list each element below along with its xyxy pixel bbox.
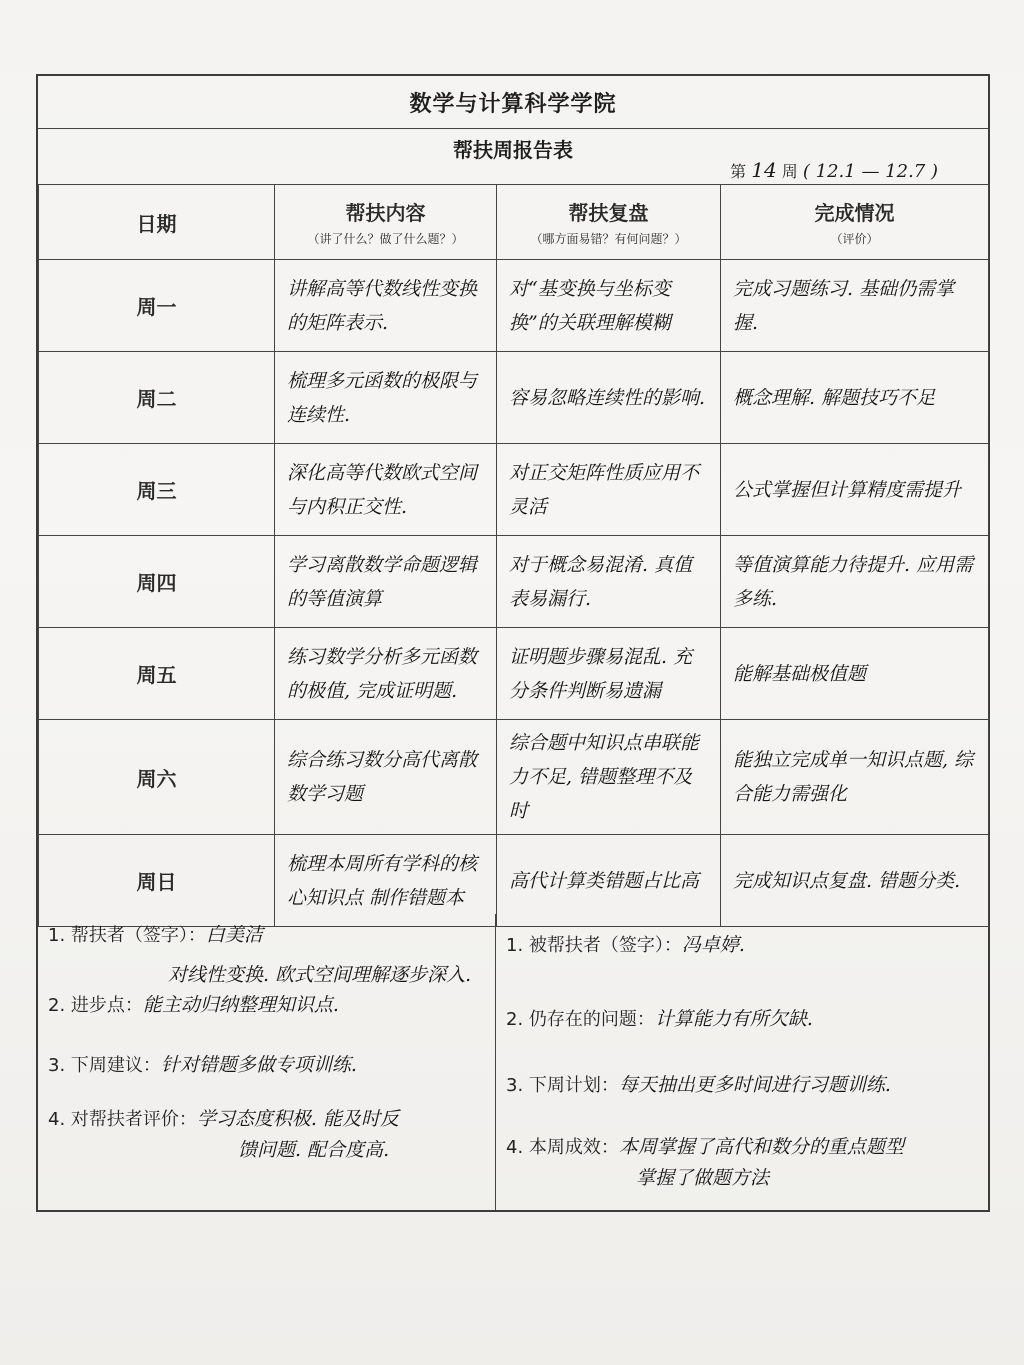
review-cell: 综合题中知识点串联能力不足, 错题整理不及时 [497, 720, 721, 835]
review-cell: 证明题步骤易混乱. 充分条件判断易遗漏 [497, 628, 721, 720]
day-label: 周一 [39, 260, 275, 352]
day-label: 周日 [39, 835, 275, 927]
content-cell: 练习数学分析多元函数的极值, 完成证明题. [275, 628, 497, 720]
college-title: 数学与计算科学学院 [38, 76, 988, 129]
content-cell: 讲解高等代数线性变换的矩阵表示. [275, 260, 497, 352]
table-row [39, 260, 989, 352]
review-cell: 高代计算类错题占比高 [497, 835, 721, 927]
content-cell: 学习离散数学命题逻辑的等值演算 [275, 536, 497, 628]
helper-signature: 白美洁 [205, 924, 263, 946]
week-info [730, 158, 938, 182]
form-title: 帮扶周报告表 [453, 138, 573, 162]
status-cell: 完成知识点复盘. 错题分类. [721, 835, 989, 927]
header-date: 日期 [39, 185, 275, 260]
day-label: 周六 [39, 720, 275, 835]
review-cell: 容易忽略连续性的影响. [497, 352, 721, 444]
remaining-issues: 2. 仍存在的问题：计算能力有所欠缺. [506, 1008, 813, 1030]
header-status: 完成情况 （评价） [721, 185, 989, 260]
status-cell: 完成习题练习. 基础仍需掌握. [721, 260, 989, 352]
report-form [36, 74, 990, 1212]
progress-points: 对线性变换. 欧式空间理解逐步深入. 2. 进步点：能主动归纳整理知识点. [48, 964, 472, 1016]
form-title-row [38, 128, 988, 185]
table-row [39, 628, 989, 720]
header-review: 帮扶复盘 （哪方面易错？有何问题？） [497, 185, 721, 260]
day-label: 周五 [39, 628, 275, 720]
status-cell: 等值演算能力待提升. 应用需多练. [721, 536, 989, 628]
weekly-results: 4. 本周成效：本周掌握了高代和数分的重点题型 掌握了做题方法 [506, 1136, 904, 1189]
table-row [39, 352, 989, 444]
review-cell: 对于概念易混淆. 真值表易漏行. [497, 536, 721, 628]
content-cell: 深化高等代数欧式空间与内积正交性. [275, 444, 497, 536]
next-week-suggestion: 3. 下周建议：针对错题多做专项训练. [48, 1054, 357, 1076]
review-cell: 对正交矩阵性质应用不灵活 [497, 444, 721, 536]
header-content: 帮扶内容 （讲了什么？做了什么题？） [275, 185, 497, 260]
weekly-table [38, 184, 989, 927]
helper-signature-line: 1. 帮扶者（签字）：白美洁 [48, 924, 263, 946]
status-cell: 能独立完成单一知识点题, 综合能力需强化 [721, 720, 989, 835]
table-row [39, 720, 989, 835]
status-cell: 概念理解. 解题技巧不足 [721, 352, 989, 444]
day-label: 周二 [39, 352, 275, 444]
day-label: 周三 [39, 444, 275, 536]
table-row [39, 536, 989, 628]
content-cell: 梳理多元函数的极限与连续性. [275, 352, 497, 444]
summary-section [38, 914, 988, 1210]
helpee-summary [496, 914, 988, 1210]
status-cell: 公式掌握但计算精度需提升 [721, 444, 989, 536]
evaluation-of-helpee: 4. 对帮扶者评价：学习态度积极. 能及时反 馈问题. 配合度高. [48, 1108, 399, 1161]
helpee-signature: 冯卓婷. [681, 934, 745, 956]
week-number: 14 [751, 158, 777, 182]
next-week-plan: 3. 下周计划：每天抽出更多时间进行习题训练. [506, 1074, 891, 1096]
content-cell: 梳理本周所有学科的核心知识点 制作错题本 [275, 835, 497, 927]
table-row [39, 835, 989, 927]
day-label: 周四 [39, 536, 275, 628]
table-row [39, 444, 989, 536]
date-range: ( 12.1 — 12.7 ) [802, 161, 938, 182]
week-prefix: 第 [730, 162, 747, 181]
helper-summary [38, 914, 496, 1210]
table-header-row [39, 185, 989, 260]
content-cell: 综合练习数分高代离散数学习题 [275, 720, 497, 835]
week-suffix: 周 [781, 162, 798, 181]
review-cell: 对“基变换与坐标变换”的关联理解模糊 [497, 260, 721, 352]
status-cell: 能解基础极值题 [721, 628, 989, 720]
helpee-signature-line: 1. 被帮扶者（签字）：冯卓婷. [506, 934, 745, 956]
